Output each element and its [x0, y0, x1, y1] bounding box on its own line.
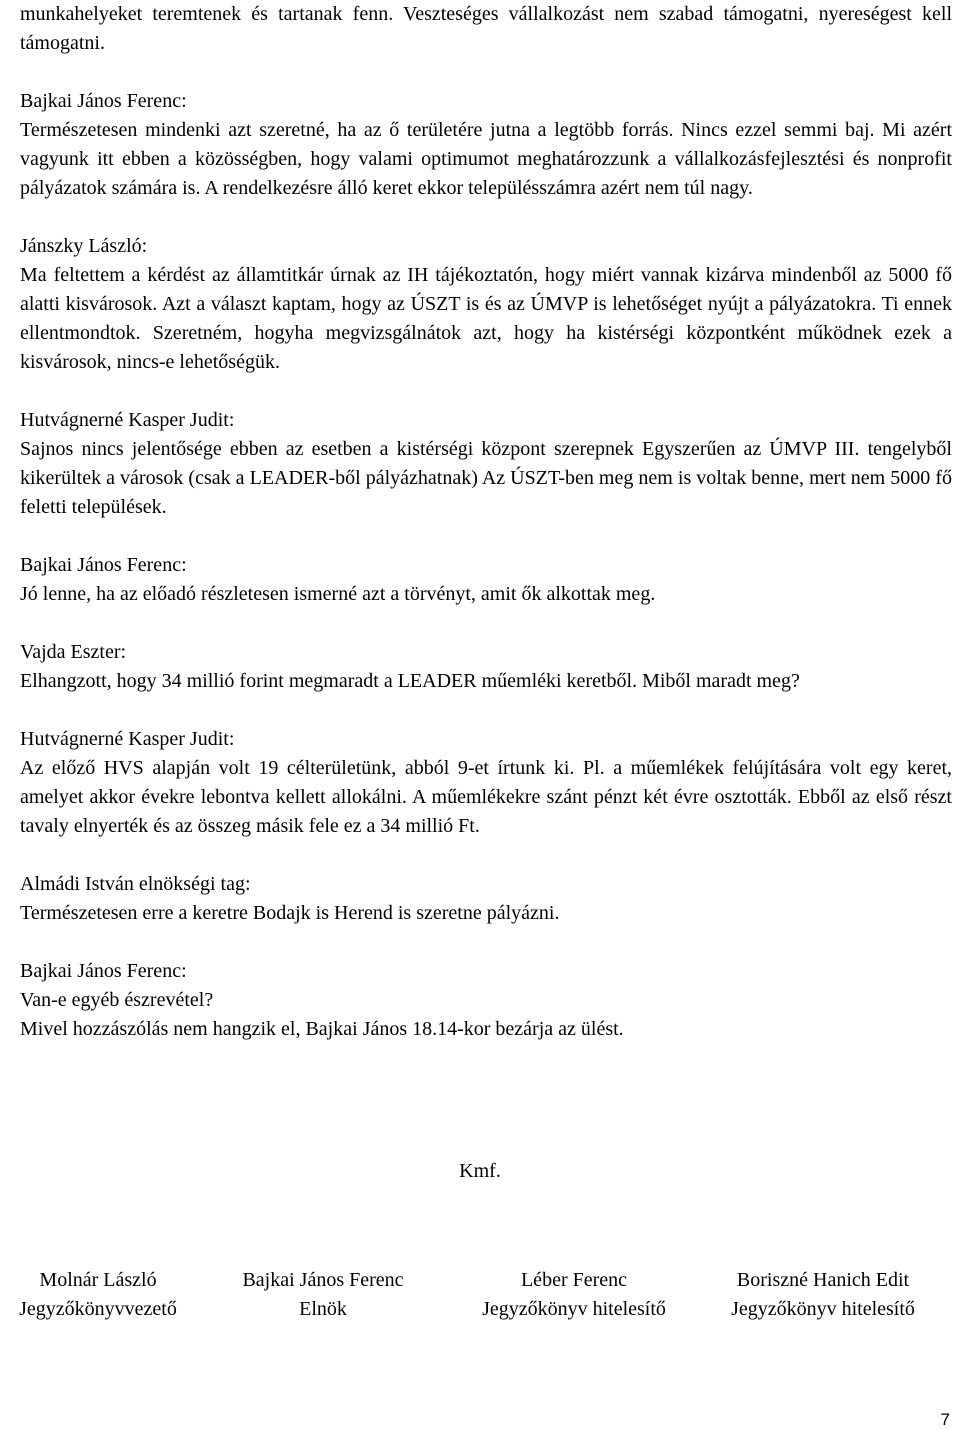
entry-text: Sajnos nincs jelentősége ebben az esetben a kistérségi központ szerepnek Egyszerűen az ÚMVP III. tengelyből kikerültek a városok (csak a LEADER-ből pályázhatnak) Az ÚSZT-ben meg nem is voltak benne, mert nem 5000 fő feletti települések. [20, 438, 952, 518]
signature-name: Léber Ferenc [520, 1269, 628, 1291]
speaker-name: Bajkai János Ferenc: [20, 960, 187, 982]
speaker-name: Vajda Eszter: [20, 641, 127, 663]
entry-bajkai-1 [20, 87, 952, 203]
signature-block [0, 1266, 960, 1324]
entry-text: Természetesen mindenki azt szeretné, ha az ő területére jutna a legtöbb forrás. Nincs ezzel semmi baj. Mi azért vagyunk itt ebben a közösségben, hogy valami optimumot meghatározzunk a vállalkozásfejlesztési és nonprofit pályázatok számára is. A rendelkezésre álló keret ekkor településszámra azért nem túl nagy. [20, 119, 952, 199]
entry-text: Természetesen erre a keretre Bodajk is Herend is szeretne pályázni. [20, 902, 560, 924]
speaker-name: Almádi István elnökségi tag: [20, 873, 251, 895]
signature-name: Molnár László [39, 1269, 157, 1291]
entry-text: Ma feltettem a kérdést az államtitkár úrnak az IH tájékoztatón, hogy miért vannak kizárva mindenből az 5000 fő alatti kisvárosok. Azt a választ kaptam, hogy az ÚSZT is és az ÚMVP is lehetőséget nyújt a pályázatokra. Ti ennek ellentmondtok. Szeretném, hogyha megvizsgálnátok azt, hogy ha kistérségi központként működnek ezek a kisvárosok, nincs-e lehetőségük. [20, 264, 952, 373]
entry-text: Jó lenne, ha az előadó részletesen ismerné azt a törvényt, amit ők alkottak meg. [20, 583, 656, 605]
closing-question: Van-e egyéb észrevétel? [20, 989, 214, 1011]
entry-bajkai-2 [20, 551, 952, 609]
entry-almadi [20, 870, 952, 928]
entry-text: Az előző HVS alapján volt 19 célterületünk, abból 9-et írtunk ki. Pl. a műemlékek felújítására volt egy keret, amelyet akkor évekre lebontva kellett allokálni. A műemlékekre szánt pénzt két évre osztották. Ebből az első részt tavaly elnyerték és az összeg másik fele ez a 34 millió Ft. [20, 757, 952, 837]
kmf-label: Kmf. [459, 1160, 501, 1182]
signature-leber [450, 1266, 698, 1324]
page-number: 7 [940, 1410, 950, 1429]
entry-vajda [20, 638, 952, 696]
speaker-name: Bajkai János Ferenc: [20, 554, 187, 576]
signature-role: Jegyzőkönyv hitelesítő [731, 1298, 915, 1320]
signature-role: Jegyzőkönyvvezető [19, 1298, 177, 1320]
speaker-name: Jánszky László: [20, 235, 148, 257]
entry-hutvagnerne-1 [20, 406, 952, 522]
signature-name: Boriszné Hanich Edit [736, 1269, 910, 1291]
signature-molnar [0, 1266, 196, 1324]
signature-role: Jegyzőkönyv hitelesítő [482, 1298, 666, 1320]
signature-name: Bajkai János Ferenc [242, 1269, 404, 1291]
speaker-name: Hutvágnerné Kasper Judit: [20, 728, 235, 750]
speaker-name: Bajkai János Ferenc: [20, 90, 187, 112]
speaker-name: Hutvágnerné Kasper Judit: [20, 409, 235, 431]
entry-text: Elhangzott, hogy 34 millió forint megmaradt a LEADER műemléki keretből. Miből maradt meg? [20, 670, 800, 692]
entry-closing [20, 957, 952, 1044]
document-body [20, 0, 952, 1073]
intro-paragraph: munkahelyeket teremtenek és tartanak fenn. Veszteséges vállalkozást nem szabad támogatni, nyereségest kell támogatni. [20, 3, 952, 54]
signature-bajkai [196, 1266, 450, 1324]
closing-statement: Mivel hozzászólás nem hangzik el, Bajkai János 18.14-kor bezárja az ülést. [20, 1018, 624, 1040]
entry-hutvagnerne-2 [20, 725, 952, 841]
signature-boriszne [698, 1266, 948, 1324]
signature-role: Elnök [299, 1298, 347, 1320]
entry-janszky [20, 232, 952, 377]
